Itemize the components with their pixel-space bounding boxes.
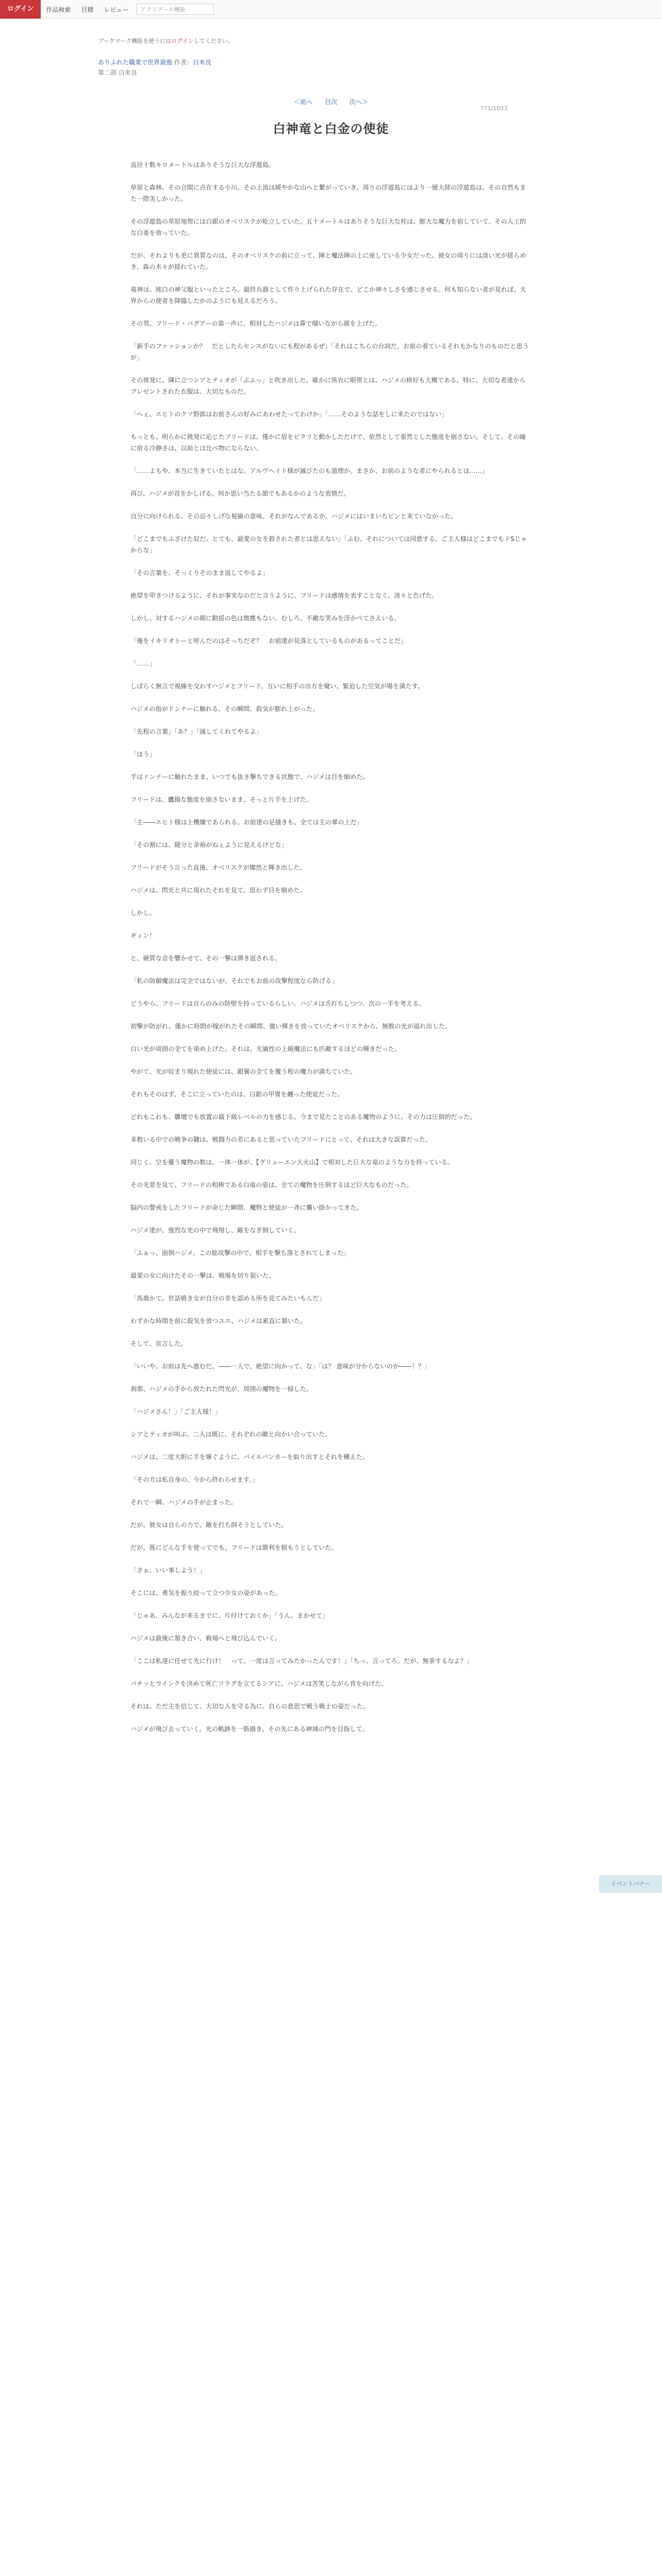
paragraph: 「いいや。お前は先へ進むだ。――一人で、絶望に向かって、な」「は？ 意味が分からないのか――！？」 [130,1363,431,1370]
paragraph: 「主――エヒト様は上機嫌であられる。お前達の足掻きも、全ては主の掌の上だ」 [130,819,363,826]
paragraph: 絶望を叩きつけるように、それが事実なのだと言うように、フリードは感情を表すことなく、淡々と告げた。 [130,592,438,599]
paragraph: それは、ただ主を信じて、大切な人を守る為に、自らの意思で戦う戦士の姿だった。 [130,1703,369,1710]
paragraph: 「新手のファッションか？ だとしたらセンスがないにも程があるぜ」「それはこちらの台詞だ。お前の着ているそれもかなりのものだと思うが」 [130,343,529,361]
prev-link[interactable]: ＜前へ [294,98,313,106]
paragraph: 「先程の言葉」「あ？」「滅してくれてやるよ」 [130,728,262,735]
paragraph: 多数いる中での戦争の鍵は、戦闘力の差にあると思っていたフリードにとって、それは大きな誤算だった。 [130,1136,432,1143]
nav-goal[interactable]: 目標 [81,6,94,13]
paragraph: と、硬質な音を響かせて、その一撃は弾き返される。 [130,955,282,962]
novel-body [130,159,532,1735]
paragraph: やがて、光が収まり現れた使徒には、銀翼の全てを覆う程の魔力が満ちていた。 [130,1068,357,1075]
paragraph: だが、彼女は自らの力で、敵を打ち倒そうとしていた。 [130,1521,288,1529]
paragraph: そして、宣言した。 [130,1340,187,1347]
paragraph: ハジメは、閃光と共に現れたそれを見て、思わず目を細めた。 [130,887,306,894]
paragraph: フリードは、鷹揚な態度を崩さないまま、そっと片手を上げた。 [130,796,312,803]
paragraph: わずかな時間を前に殺気を放つユエ、ハジメは素直に頷いた。 [130,1317,307,1325]
bookmark-notice: ブックマーク機能を使うにはログインしてください。 [98,38,234,44]
top-nav-bar [0,0,662,19]
page-number: 771/1033 [480,105,507,112]
chapter-label: 第二部 白米良 [98,69,137,76]
paragraph: 「その方は私自身の、今から終わらせます。」 [130,1476,259,1483]
paragraph: 「さぁ、いい事しよう！」 [130,1567,206,1574]
toc-link[interactable]: 目次 [324,98,337,106]
paragraph: 「ハジメさん！」「ご主人様！」 [130,1408,222,1415]
paragraph: シアとティオが叫ぶ。二人は既に、それぞれの敵と向かい合っていた。 [130,1431,332,1438]
paragraph: しかし、対するハジメの顔に動揺の色は微塵もない。むしろ、不敵な笑みを浮かべてさえいる。 [130,615,401,622]
paragraph: 「ふぁっ、面倒ハジメ。この総攻撃の中で、相手を撃ち落とされてしまった」 [130,1249,350,1257]
paragraph: だが、それよりも更に異質なのは、そのオベリスクの前に立って、陣と魔法陣の上に座している少女だった。彼女の周りには淡い光が揺らめき、森の木々が揺れていた。 [130,252,526,270]
paragraph: 白い光が周囲の全てを染め上げた。それは、光属性の上級魔法にも匹敵するほどの輝きだった。 [130,1045,401,1053]
paragraph: 「じゃあ、みんなが来るまでに、片付けておくか」「うん。まかせて」 [130,1612,329,1619]
paragraph: だが、既にどんな手を使ってでも、フリードは勝利を掴もうとしていた。 [130,1544,338,1551]
paragraph: 手はドンナーに触れたまま、いつでも抜き撃ちできる状態で、ハジメは目を細めた。 [130,773,369,781]
notice-login-link[interactable]: ログイン [171,38,194,44]
nav-search-input[interactable]: アクリアール機能 [137,4,214,15]
paragraph: その浮遊島の草原地帯には白銀のオベリスクが屹立していた。五十メートルはありそうな巨大な柱は、膨大な魔力を宿していて、その人工的な白亜を放っていた。 [130,218,526,236]
paragraph: ハジメは最後に頷き合い、戦場へと飛び込んでいく。 [130,1635,281,1642]
paragraph: ハジメ達が、強烈な光の中で飛翔し、敵をなぎ倒していく。 [130,1227,300,1234]
pager [0,97,662,106]
paragraph: その挑発に、隣に立つシアとティオが「ぷふっ」と吹き出した。確かに黒衣に眼帯とは、ハジメの格好も大概である。特に、大切な者達からプレゼントされた衣服は、大切なものだ。 [130,377,526,395]
paragraph: 竜神は、純白の神父服といったところ。最終兵器として作り上げられた存在で、どこか神々しさを感じさせる。何も知らない者が見れば、天界からの使者を降臨したかのようにも見えるだろう。 [130,286,526,304]
paragraph: そこには、勇気を振り絞って立つ少女の姿があった。 [130,1589,282,1597]
paragraph: その光景を見て、フリードの相棒である白竜の姿は、全ての魔物を圧倒するほど巨大なものだった。 [130,1181,413,1189]
next-link[interactable]: 次へ＞ [349,98,368,106]
paragraph: 初撃が防がれ、僅かに時間が稼がれたその瞬間、強い輝きを放っていたオベリスクから、無数の光が溢れ出した。 [130,1023,452,1030]
login-button[interactable]: ログイン [0,0,41,19]
breadcrumb: ありふれた職業で世界最強 作者：白米良 第二部 白米良 [98,57,662,78]
paragraph: 同じく、空を覆う魔物の数は、一体一体が、【グリューエン大火山】で相対した巨大な竜のような力を持っている。 [130,1159,454,1166]
paragraph: 「その割には、随分と余裕がねぇように見えるけどな」 [130,841,288,849]
paragraph: 最愛の女に向けたその一撃は、戦場を切り裂いた。 [130,1272,275,1279]
paragraph: 「ほう」 [130,751,156,758]
side-banner-button[interactable]: イベントバナー [599,1875,662,1893]
paragraph: しかし。 [130,909,156,917]
paragraph: 「ここは私達に任せて先に行け！ って、一度は言ってみたかったんです！」「ちっ、言ってろ。だが、無茶するなよ？」 [130,1657,473,1665]
paragraph: ハジメの指がドンナーに触れる。その瞬間、殺気が膨れ上がった。 [130,705,319,713]
paragraph: 脳内の警戒をしたフリードが命じた瞬間、魔物と使徒が一斉に襲い掛かってきた。 [130,1204,363,1211]
paragraph: フリードがそう言った直後、オベリスクが燦然と輝き出した。 [130,864,306,871]
paragraph: もっとも、明らかに挑発に応じたフリードは、僅かに眉をピクリと動かしただけで、依然として泰然とした態度を崩さない。そして、その瞳に宿る冷静さは、以前とは比べ物にならない。 [130,433,526,452]
paragraph: ハジメは、二度大胆に手を薙ぐように、パイルバンカーを取り出すとそれを構えた。 [130,1453,369,1461]
paragraph: 刹那、ハジメの手から放たれた閃光が、周囲の魔物を一掃した。 [130,1385,313,1393]
paragraph: 「へぇ、エヒトのクソ野郎はお前さんの好みにあわせたってわけか」「……そのような話をしに来たのではない」 [130,411,448,418]
paragraph: 「俺をイキリオトーと呼んだのはそっちだぞ？ お前達が見落としているものがあるってことだ」 [130,637,407,645]
paragraph: しばらく無言で視線を交わすハジメとフリード。互いに相手の出方を窺い、緊迫した空気が場を満たす。 [130,683,424,690]
paragraph: 再び、ハジメが首をかしげる。何か思い当たる節でもあるかのような表情だ。 [130,490,350,497]
paragraph: どれもこれも、雛壇でも放置の最下級レベルの力を感じる。今まで見たことのある魔物のように、その力は圧倒的だった。 [130,1113,476,1121]
paragraph: 「馬鹿かて。世話焼き女が自分の非を認める所を見てみたいもんだ」 [130,1295,325,1302]
paragraph: ハジメが飛び去っていく。光の軌跡を一筋描き、その先にある神域の門を目指して。 [130,1725,369,1733]
paragraph: パチッとウインクを決めて死亡フラグを立てるシアに、ハジメは苦笑しながら背を向けた。 [130,1680,388,1687]
paragraph: それで一瞬、ハジメの手が止まった。 [130,1499,237,1506]
paragraph: それもそのはず、そこに立っていたのは、白銀の甲冑を纏った使徒だった。 [130,1091,344,1098]
nav-search-works[interactable]: 作品検索 [46,6,71,13]
author-link[interactable]: 白米良 [192,59,211,66]
paragraph: 直径十数キロメートルはありそうな巨大な浮遊島。 [130,161,275,168]
paragraph: 「その言葉を、そっくりそのまま返してやるよ」 [130,569,269,577]
nav-review[interactable]: レビュー [104,6,129,13]
paragraph: どうやら、フリードは自らのみの防壁を持っているらしい。ハジメは舌打ちしつつ、次の一手を考える。 [130,1000,425,1007]
paragraph: 「……」 [130,660,156,667]
paragraph: 「どこまでもふざけた奴だ。とても、最愛の女を殺された者とは思えない」「ふむ。それについては同意する。ご主人様はどこまでもドSじゃからな」 [130,535,527,554]
paragraph: その男、フリード・バグアーの第一声に、相対したハジメは鼻で嗤いながら顔を上げた。 [130,320,382,327]
paragraph: 自分に向けられる、その忌々しげな視線の意味。それがなんであるか、ハジメにはいまいちピンと来ていなかった。 [130,513,457,520]
paragraph: 草原と森林、その合間に点在する小川。その上流は緩やかな山へと繋がっていき、周りの浮遊島にはより一層大陸の浮遊島は、その自然もまた一際美しかった。 [130,184,526,202]
paragraph: 「私の防御魔法は完全ではないが、それでもお前の攻撃程度なら防げる」 [130,977,338,985]
paragraph: ギィン！ [130,932,156,939]
series-title-link[interactable]: ありふれた職業で世界最強 [98,59,173,66]
chapter-title: 白神竜と白金の使徒 [273,122,389,136]
paragraph: 「……よもや、本当に生きていたとはな。アルヴヘイト様が滅びたのも道理か。まさか、お前のような者にやられるとは……」 [130,467,488,474]
